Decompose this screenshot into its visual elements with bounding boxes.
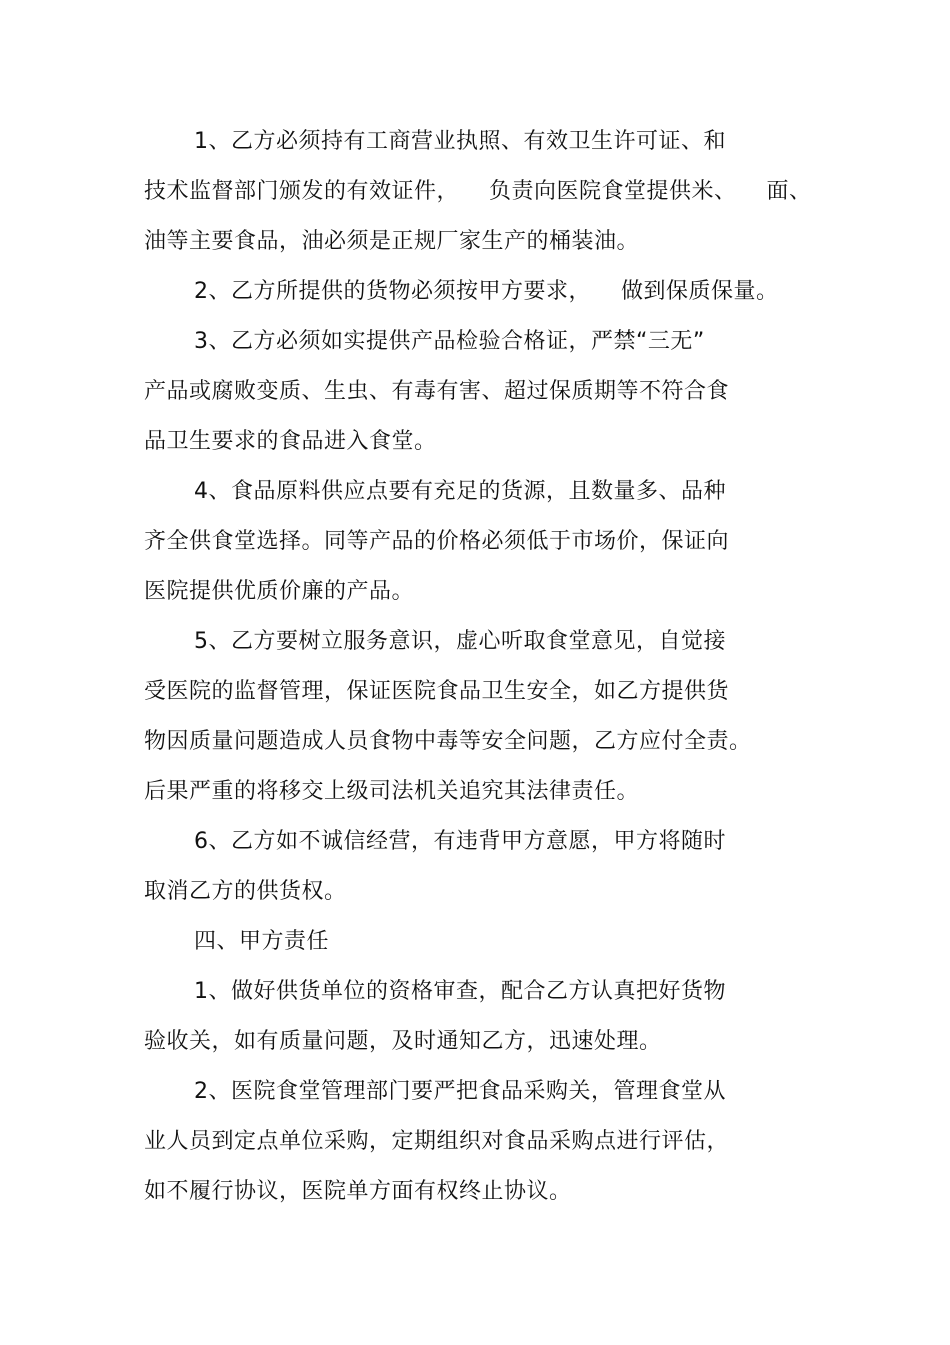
paragraph-line: 如不履行协议，医院单方面有权终止协议。: [144, 1179, 572, 1204]
paragraph-line: 油等主要食品，油必须是正规厂家生产的桶装油。: [144, 229, 640, 254]
paragraph-line: 1、做好供货单位的资格审查，配合乙方认真把好货物: [194, 979, 726, 1004]
paragraph-line: 3、乙方必须如实提供产品检验合格证，严禁“三无”: [194, 329, 705, 354]
paragraph-line: 验收关，如有质量问题，及时通知乙方，迅速处理。: [144, 1029, 662, 1054]
paragraph-line: 物因质量问题造成人员食物中毒等安全问题，乙方应付全责。: [144, 729, 752, 754]
paragraph-line: 技术监督部门颁发的有效证件， 负责向医院食堂提供米、 面、: [144, 179, 812, 204]
paragraph-line: 医院提供优质价廉的产品。: [144, 579, 415, 604]
paragraph-line: 6、乙方如不诚信经营，有违背甲方意愿，甲方将随时: [194, 829, 726, 854]
paragraph-line: 5、乙方要树立服务意识，虚心听取食堂意见，自觉接: [194, 629, 726, 654]
paragraph-line: 1、乙方必须持有工商营业执照、有效卫生许可证、和: [194, 129, 726, 154]
paragraph-line: 产品或腐败变质、生虫、有毒有害、超过保质期等不符合食: [144, 379, 730, 404]
paragraph-line: 业人员到定点单位采购，定期组织对食品采购点进行评估，: [144, 1129, 730, 1154]
section-heading: 四、甲方责任: [194, 929, 330, 954]
paragraph-line: 取消乙方的供货权。: [144, 879, 347, 904]
paragraph-line: 后果严重的将移交上级司法机关追究其法律责任。: [144, 779, 640, 804]
paragraph-line: 2、医院食堂管理部门要严把食品采购关，管理食堂从: [194, 1079, 726, 1104]
paragraph-line: 4、食品原料供应点要有充足的货源，且数量多、品种: [194, 479, 726, 504]
paragraph-line: 齐全供食堂选择。同等产品的价格必须低于市场价，保证向: [144, 529, 730, 554]
paragraph-line: 受医院的监督管理，保证医院食品卫生安全，如乙方提供货: [144, 679, 730, 704]
paragraph-line: 品卫生要求的食品进入食堂。: [144, 429, 437, 454]
paragraph-line: 2、乙方所提供的货物必须按甲方要求， 做到保质保量。: [194, 279, 779, 304]
